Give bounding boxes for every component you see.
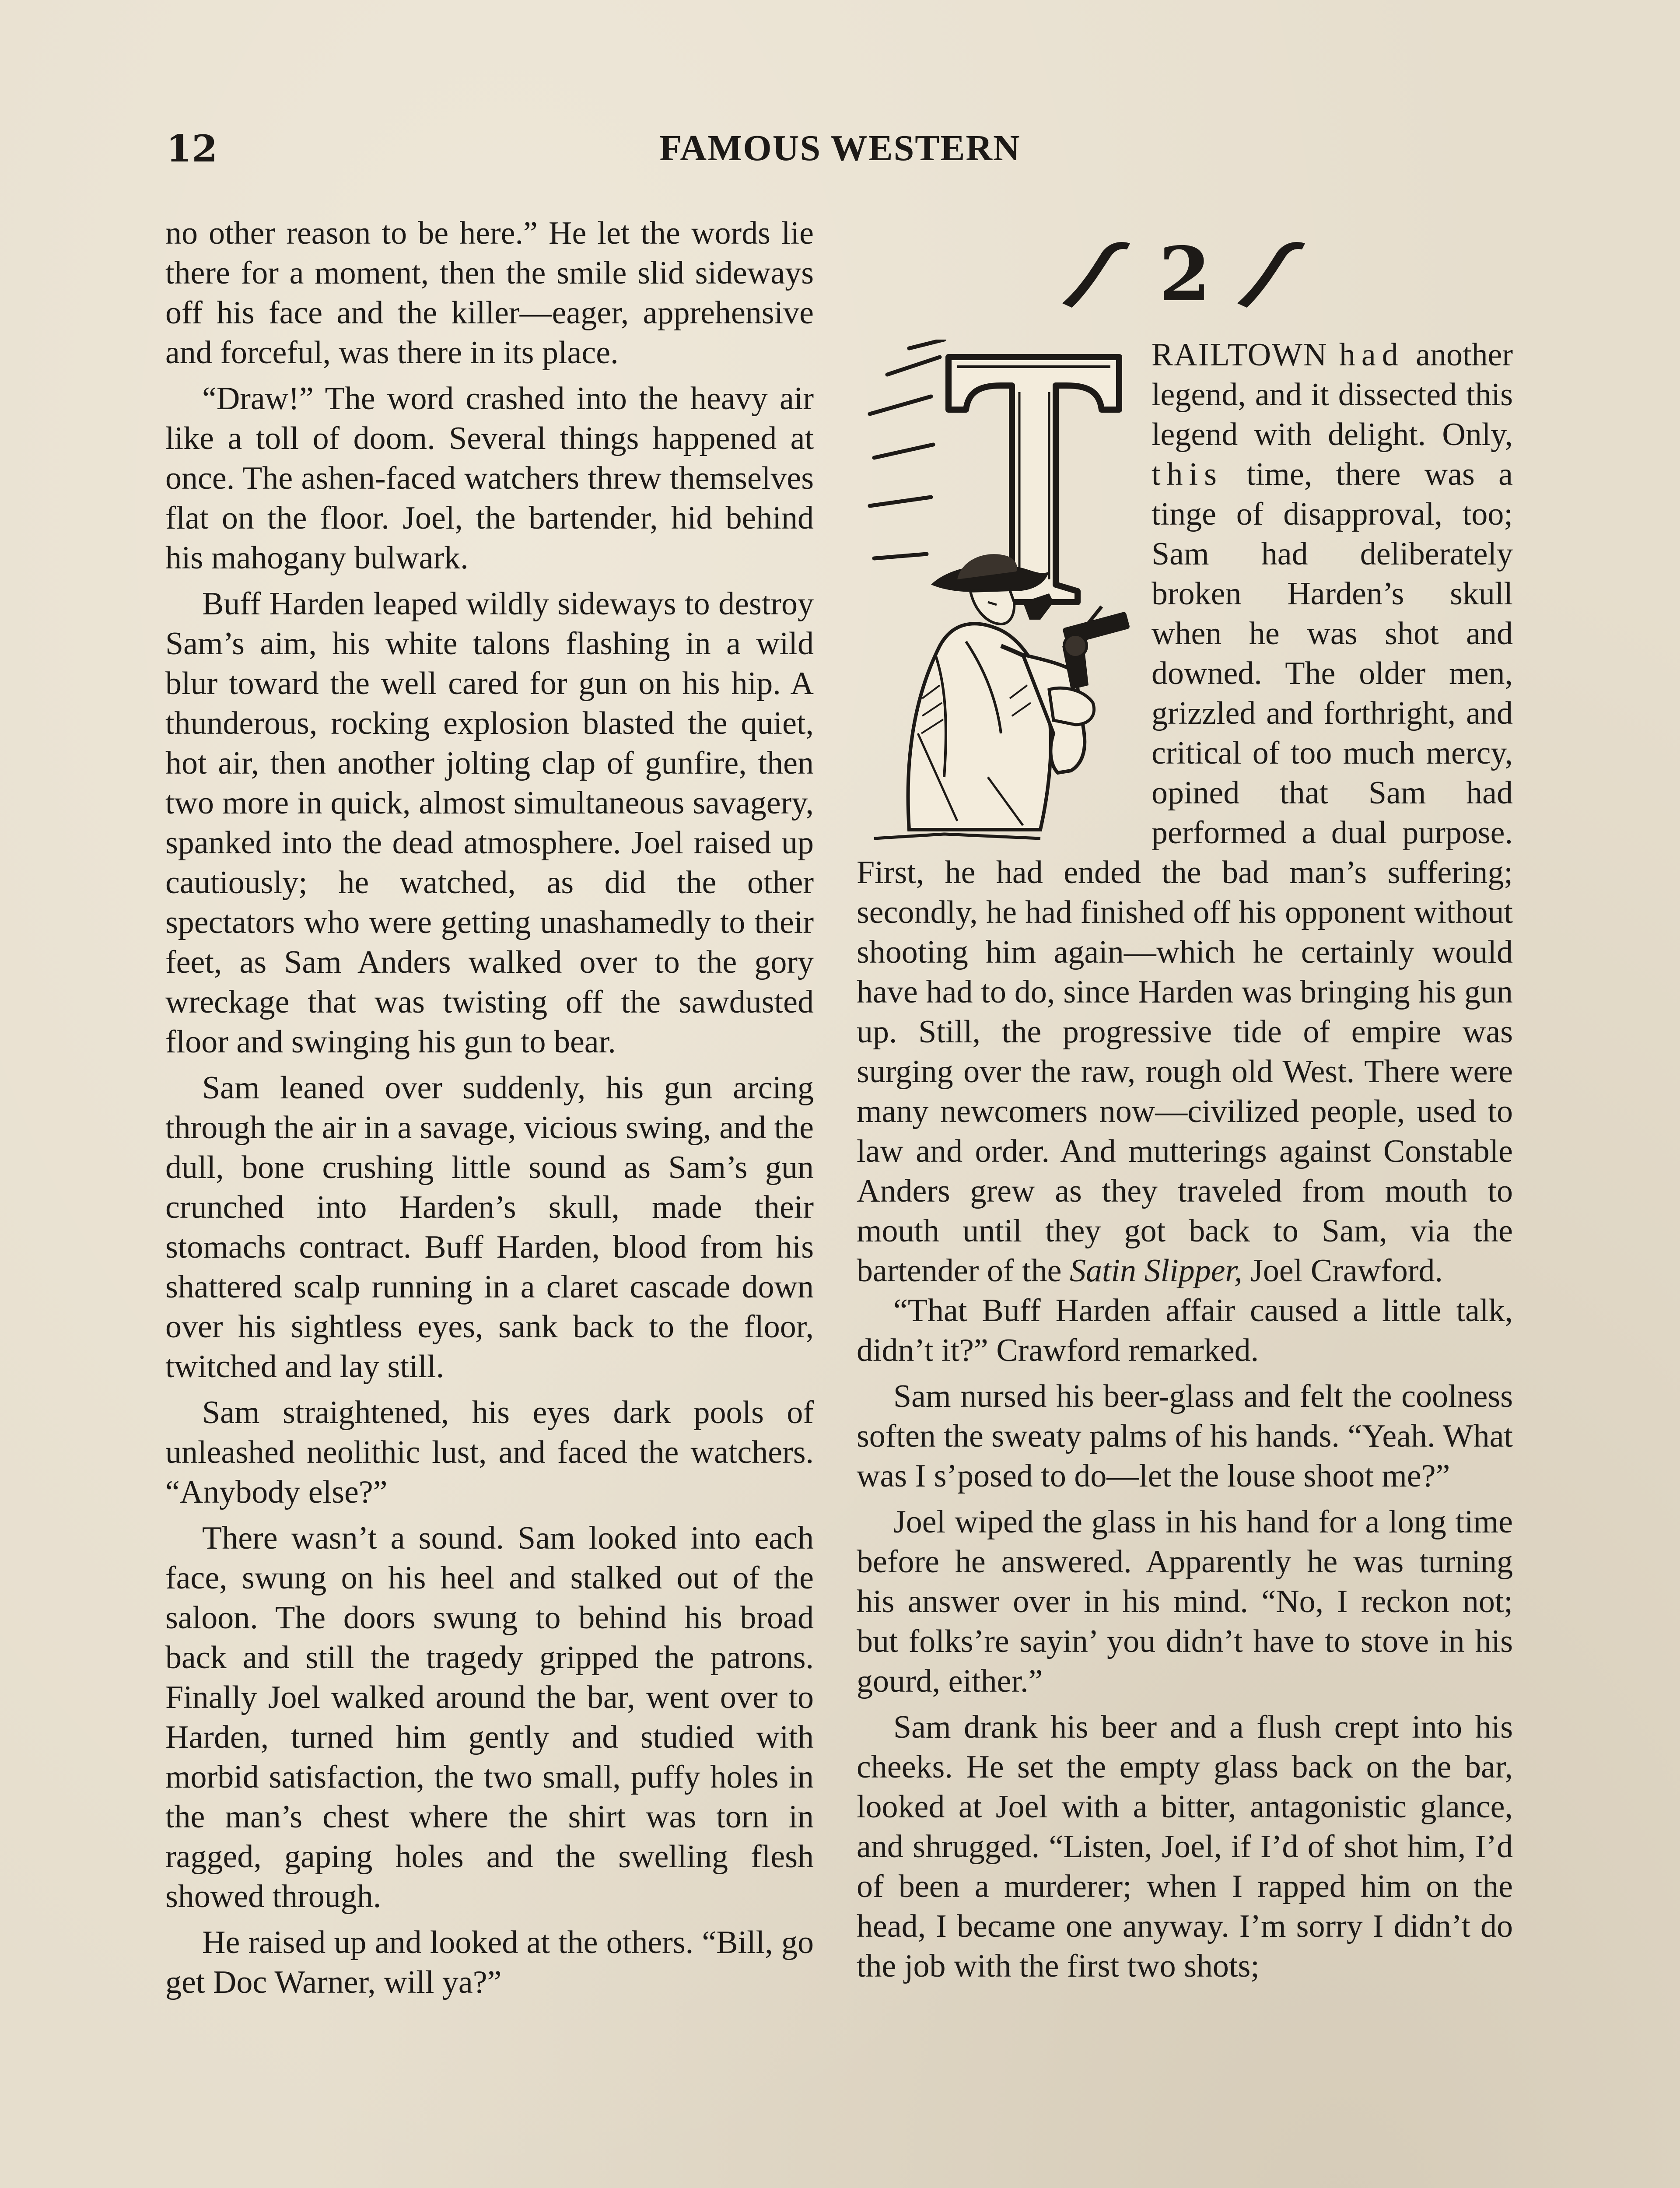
paragraph: Sam nursed his beer-glass and felt the coolness soften the sweaty palms of his hands. “Yeah. What was I s’posed to do—let the louse shoot me?” — [857, 1378, 1513, 1494]
paragraph: Joel wiped the glass in his hand for a long time before he answered. Apparently he was turning his answer over in his mind. “No, I reckon not; but folks’re sayin’ you didn’t have to stove in his gourd, either.” — [857, 1504, 1513, 1699]
left-column — [165, 214, 814, 2002]
emphasized-word: this — [1152, 456, 1223, 492]
paragraph: Buff Harden leaped wildly sideways to destroy Sam’s aim, his white talons flashing in a wild blur toward the well cared for gun on his hip. A thunderous, rocking explosion blasted the quiet, hot air, then another jolting clap of gunfire, then two more in quick, almost simultaneous savagery, spanked into the dead atmosphere. Joel raised up cautiously; he watched, as did the other spectators who were getting unashamedly to their feet, as Sam Anders walked over to the gory wreckage that was twisting off the sawdusted floor and swinging his gun to bear. — [165, 586, 814, 1060]
paragraph: no other reason to be here.” He let the words lie there for a moment, then the smile slid sideways off his face and the killer—eager, apprehensive and forceful, was there in its place. — [165, 215, 814, 371]
saloon-name: Satin Slipper, — [1069, 1253, 1242, 1289]
first-para-text-b: time, there was a tinge of disapproval, too; Sam had deliberately broken Harden’s skull when he was shot and downed. The older men, grizzled and forthright, and critical of too much mercy, opined that Sam had performed a dual purpose. First, he had ended the bad man’s suffering; secondly, he had finished off his opponent without shooting him again—which he certainly would have had to do, since Harden was bringing his gun up. Still, the progressive tide of empire was surging over the raw, rough old West. There were many newcomers now—civilized people, used to law and order. And mutterings against Constable Anders grew as they traveled from mouth to mouth until they got back to Sam, via the bartender of the — [857, 456, 1513, 1289]
chapter-heading — [857, 214, 1513, 332]
chapter-number: 2 — [1158, 231, 1211, 318]
page-number: 12 — [166, 127, 217, 170]
running-header — [166, 127, 1514, 175]
first-para-text-a: another legend, and it dissected this legend with delight. Only, — [1152, 337, 1513, 452]
chapter-opening — [857, 335, 1513, 1291]
gunslinger-illustration — [857, 340, 1137, 847]
right-column — [857, 214, 1513, 1986]
chapter-ornament — [1049, 222, 1320, 323]
magazine-title: FAMOUS WESTERN — [659, 128, 1021, 168]
paragraph: Sam drank his beer and a flush crept into his cheeks. He set the empty glass back on the bar, looked at Joel with a bitter, antagonistic glance, and shrugged. “Listen, Joel, if I’d of shot him, I’d of been a murderer; when I rapped him on the head, I became one anyway. I’m sorry I didn’t do the job with the first two shots; — [857, 1709, 1513, 1984]
first-para-text-c: Joel Crawford. — [1250, 1253, 1443, 1289]
first-word-after: had — [1339, 337, 1404, 373]
revolver-icon — [1062, 607, 1130, 690]
first-word: RAILTOWN — [1152, 337, 1328, 373]
paragraph: Sam straightened, his eyes dark pools of unleashed neolithic lust, and faced the watchers. “Anybody else?” — [165, 1395, 814, 1510]
paragraph: “Draw!” The word crashed into the heavy air like a toll of doom. Several things happened at once. The ashen-faced watchers threw themselves flat on the floor. Joel, the bartender, hid behind his mahogany bulwark. — [165, 381, 814, 576]
right-flourish — [1237, 242, 1305, 308]
paragraph: “That Buff Harden affair caused a little talk, didn’t it?” Crawford remarked. — [857, 1293, 1513, 1368]
paragraph: Sam leaned over suddenly, his gun arcing through the air in a savage, vicious swing, and the dull, bone crushing little sound as Sam’s gun crunched into Harden’s skull, made their stomachs contract. Buff Harden, blood from his shattered scalp running in a claret cascade down over his sightless eyes, sank back to the floor, twitched and lay still. — [165, 1070, 814, 1385]
paragraph: There wasn’t a sound. Sam looked into each face, swung on his heel and stalked out of the saloon. The doors swung to behind his broad back and still the tragedy gripped the patrons. Finally Joel walked around the bar, went over to Harden, turned him gently and studied with morbid satisfaction, the two small, puffy holes in the man’s chest where the shirt was torn in ragged, gaping holes and the swelling flesh showed through. — [165, 1520, 814, 1914]
left-flourish — [1062, 242, 1130, 308]
paragraph: He raised up and looked at the others. “Bill, go get Doc Warner, will ya?” — [165, 1925, 814, 2000]
